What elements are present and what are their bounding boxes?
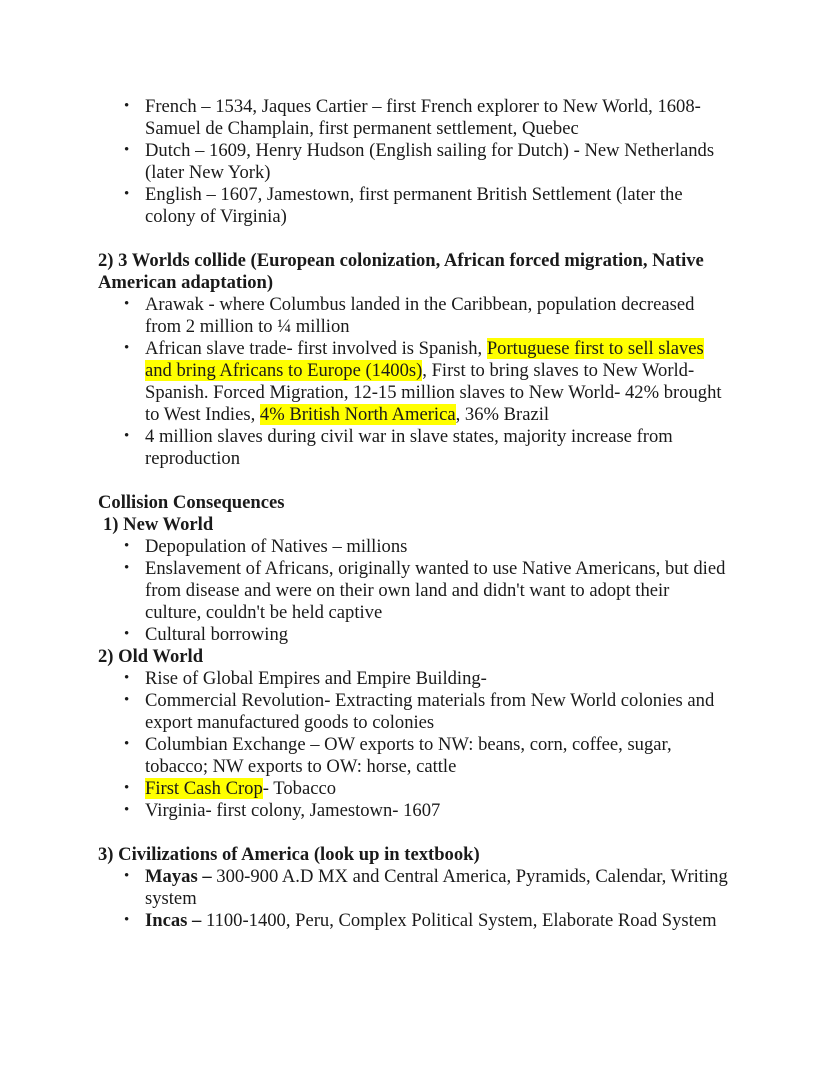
list-item	[98, 140, 730, 184]
list-item	[98, 734, 730, 778]
list-item	[98, 294, 730, 338]
heading-collision-consequences: Collision Consequences	[98, 492, 285, 513]
list-item	[98, 800, 730, 822]
list-item	[98, 536, 730, 558]
new-world-consequences-list-item-2-text-0: Cultural borrowing	[145, 624, 289, 645]
list-item	[98, 184, 730, 228]
three-worlds-collide-list	[98, 294, 730, 470]
document-body	[98, 96, 730, 932]
civilizations-of-america-list-item-0-text-1: 300-900 A.D MX and Central America, Pyramids, Calendar, Writing system	[145, 866, 728, 909]
civilizations-of-america-list-item-0-bold-0: Mayas –	[145, 866, 212, 887]
list-item	[98, 668, 730, 690]
list-item	[98, 426, 730, 470]
civilizations-of-america-list-item-1-text-1: 1100-1400, Peru, Complex Political System, Elaborate Road System	[201, 910, 717, 931]
heading-old-world: 2) Old World	[98, 646, 204, 667]
heading-new-world: 1) New World	[103, 514, 214, 535]
three-worlds-collide-list-item-1-text-0: African slave trade- first involved is Spanish,	[145, 338, 487, 359]
civilizations-of-america-list-item-1-bold-0: Incas –	[145, 910, 202, 931]
list-item	[98, 624, 730, 646]
new-world-consequences-list-item-0-text-0: Depopulation of Natives – millions	[145, 536, 408, 557]
list-item	[98, 910, 730, 932]
three-worlds-collide-list-item-0-text-0: Arawak - where Columbus landed in the Caribbean, population decreased from 2 million to ¼ million	[145, 294, 695, 337]
list-item	[98, 690, 730, 734]
three-worlds-collide-list-item-1-text-2: , First to bring slaves to New World- Spanish. Forced Migration, 12-15 million slaves to New World- 42% brought to West Indies,	[145, 360, 722, 425]
old-world-consequences-list-item-2-text-0: Columbian Exchange – OW exports to NW: beans, corn, coffee, sugar, tobacco; NW exports to OW: horse, cattle	[145, 734, 672, 777]
old-world-consequences-list-item-4-text-0: Virginia- first colony, Jamestown- 1607	[145, 800, 441, 821]
heading-civilizations-of-america: 3) Civilizations of America (look up in textbook)	[98, 844, 480, 865]
old-world-consequences-list-item-3-text-1: - Tobacco	[262, 778, 336, 799]
european-explorers-list-item-2-text-0: English – 1607, Jamestown, first permanent British Settlement (later the colony of Virginia)	[145, 184, 683, 227]
three-worlds-collide-list-item-1-text-4: , 36% Brazil	[455, 404, 550, 425]
three-worlds-collide-list-item-1-highlight-3: 4% British North America	[259, 404, 456, 425]
three-worlds-collide-list-item-1-highlight-1: Portuguese first to sell slaves and bring Africans to Europe (1400s)	[145, 338, 704, 381]
european-explorers-list-item-1-text-0: Dutch – 1609, Henry Hudson (English sailing for Dutch) - New Netherlands (later New York)	[145, 140, 715, 183]
old-world-consequences-list-item-1-text-0: Commercial Revolution- Extracting materials from New World colonies and export manufactured goods to colonies	[145, 690, 715, 733]
three-worlds-collide-list-item-2-text-0: 4 million slaves during civil war in slave states, majority increase from reproduction	[145, 426, 673, 469]
old-world-consequences-list-item-0-text-0: Rise of Global Empires and Empire Building-	[145, 668, 487, 689]
old-world-consequences-list	[98, 668, 730, 822]
list-item	[98, 778, 730, 800]
list-item	[98, 866, 730, 910]
heading-3-worlds-collide: 2) 3 Worlds collide (European colonization, African forced migration, Native American adaptation)	[98, 250, 704, 293]
new-world-consequences-list	[98, 536, 730, 646]
european-explorers-list	[98, 96, 730, 228]
civilizations-of-america-list	[98, 866, 730, 932]
new-world-consequences-list-item-1-text-0: Enslavement of Africans, originally wanted to use Native Americans, but died from disease and were on their own land and didn't want to adopt their culture, couldn't be held captive	[145, 558, 726, 623]
old-world-consequences-list-item-3-highlight-0: First Cash Crop	[145, 778, 263, 799]
european-explorers-list-item-0-text-0: French – 1534, Jaques Cartier – first French explorer to New World, 1608-Samuel de Champlain, first permanent settlement, Quebec	[145, 96, 701, 139]
list-item	[98, 338, 730, 426]
list-item	[98, 558, 730, 624]
list-item	[98, 96, 730, 140]
